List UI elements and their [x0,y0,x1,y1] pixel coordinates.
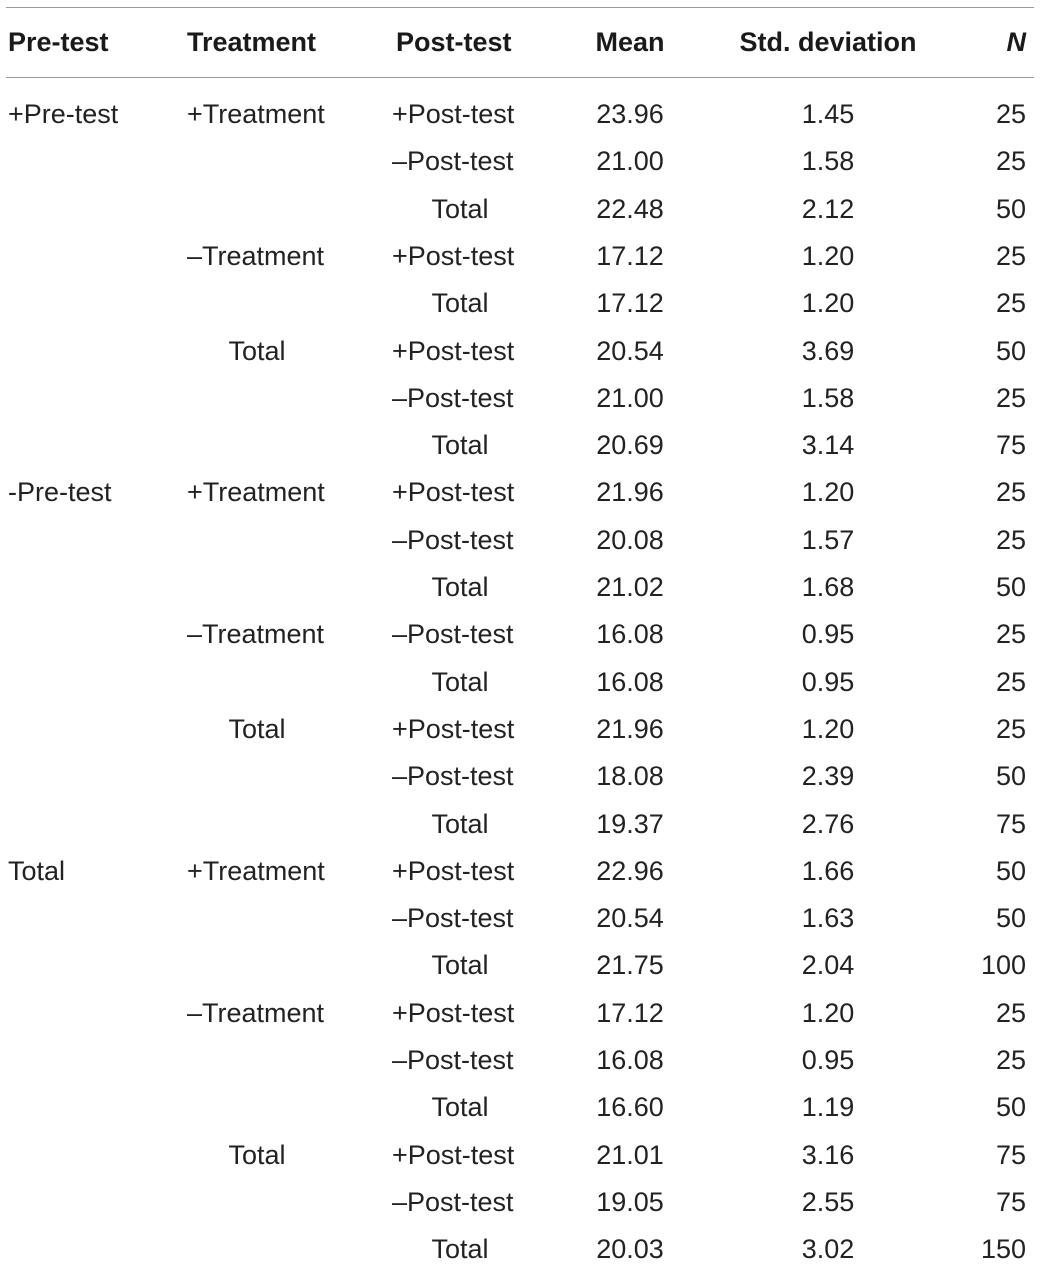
cell-treatment: –Treatment [187,619,325,650]
cell-n: 25 [995,146,1026,177]
cell-treatment: Total [228,335,286,366]
cell-n: 25 [995,713,1026,744]
top-rule [6,7,1034,8]
cell-std-deviation: 1.20 [801,477,855,508]
cell-mean: 16.60 [596,1092,664,1123]
cell-n: 50 [995,572,1026,602]
table-row [0,1040,1040,1080]
table-row [0,898,1040,938]
cell-std-deviation: 0.95 [801,1045,855,1075]
cell-mean: 20.69 [596,430,664,461]
table-row [0,189,1040,229]
cell-posttest: Total [431,808,489,839]
cell-posttest: Total [431,1234,489,1265]
table-row [0,567,1040,607]
cell-posttest: +Post-test [392,477,515,508]
cell-posttest: +Post-test [392,99,515,129]
cell-mean: 20.08 [596,524,664,555]
cell-n: 75 [995,1139,1026,1170]
cell-posttest: Total [431,430,489,461]
table-row [0,1087,1040,1127]
cell-posttest: +Post-test [392,335,515,366]
table-row [0,709,1040,749]
cell-n: 25 [995,619,1026,650]
cell-std-deviation: 1.58 [801,382,855,413]
cell-treatment: +Treatment [187,855,325,886]
cell-n: 50 [995,193,1026,224]
cell-mean: 23.96 [596,99,664,129]
cell-std-deviation: 0.95 [801,666,855,697]
cell-treatment: –Treatment [187,997,325,1028]
cell-mean: 20.03 [596,1234,664,1265]
cell-std-deviation: 1.20 [801,713,855,744]
cell-n: 50 [995,761,1026,792]
cell-std-deviation: 1.20 [801,288,855,319]
cell-mean: 20.54 [596,335,664,366]
cell-std-deviation: 1.57 [801,524,855,555]
table-row [0,1135,1040,1175]
table-row [0,331,1040,371]
cell-posttest: –Post-test [392,524,514,555]
cell-treatment: +Treatment [187,99,325,129]
cell-posttest: +Post-test [392,1139,515,1170]
cell-mean: 17.12 [596,288,664,319]
cell-std-deviation: 2.55 [801,1186,855,1217]
cell-n: 50 [995,903,1026,934]
header-treatment: Treatment [187,27,317,57]
cell-std-deviation: 3.02 [801,1234,855,1265]
cell-std-deviation: 0.95 [801,619,855,650]
cell-mean: 21.00 [596,382,664,413]
cell-std-deviation: 1.63 [801,903,855,934]
table-row [0,236,1040,276]
header-std-deviation: Std. deviation [739,27,917,57]
cell-std-deviation: 1.20 [801,240,855,271]
cell-mean: 21.02 [596,572,664,602]
cell-posttest: +Post-test [392,997,515,1028]
cell-posttest: Total [431,288,489,319]
cell-std-deviation: 1.68 [801,572,855,602]
cell-treatment: +Treatment [187,477,325,508]
cell-pretest: Total [8,855,66,886]
cell-std-deviation: 1.20 [801,997,855,1028]
table-row [0,1229,1040,1269]
cell-mean: 16.08 [596,1045,664,1075]
cell-mean: 19.05 [596,1186,664,1217]
cell-mean: 17.12 [596,997,664,1028]
table-row [0,94,1040,134]
cell-mean: 21.00 [596,146,664,177]
cell-n: 25 [995,1045,1026,1075]
cell-posttest: +Post-test [392,240,515,271]
cell-std-deviation: 2.04 [801,950,855,981]
table-row [0,756,1040,796]
cell-std-deviation: 2.76 [801,808,855,839]
cell-posttest: –Post-test [392,619,514,650]
cell-mean: 17.12 [596,240,664,271]
table-row [0,993,1040,1033]
cell-posttest: Total [431,666,489,697]
cell-posttest: –Post-test [392,1186,514,1217]
cell-n: 50 [995,1092,1026,1123]
cell-n: 25 [995,99,1026,129]
header-posttest: Post-test [396,27,512,57]
cell-std-deviation: 3.14 [801,430,855,461]
cell-n: 75 [995,1186,1026,1217]
table-row [0,472,1040,512]
cell-posttest: +Post-test [392,855,515,886]
cell-n: 150 [980,1234,1026,1265]
header-mean: Mean [595,27,665,57]
cell-pretest: +Pre-test [8,99,119,129]
cell-mean: 19.37 [596,808,664,839]
header-pretest: Pre-test [8,27,109,57]
cell-mean: 16.08 [596,666,664,697]
cell-posttest: Total [431,572,489,602]
table-row [0,804,1040,844]
cell-n: 25 [995,477,1026,508]
cell-n: 25 [995,240,1026,271]
cell-n: 25 [995,524,1026,555]
cell-mean: 16.08 [596,619,664,650]
cell-std-deviation: 1.19 [801,1092,855,1123]
cell-n: 50 [995,855,1026,886]
cell-posttest: –Post-test [392,761,514,792]
cell-std-deviation: 3.16 [801,1139,855,1170]
header-rule [6,77,1034,78]
table-row [0,283,1040,323]
cell-n: 25 [995,997,1026,1028]
cell-posttest: –Post-test [392,146,514,177]
table-row [0,851,1040,891]
cell-posttest: –Post-test [392,382,514,413]
cell-posttest: –Post-test [392,1045,514,1075]
cell-pretest: -Pre-test [8,477,112,508]
cell-std-deviation: 3.69 [801,335,855,366]
cell-mean: 21.96 [596,713,664,744]
cell-n: 25 [995,288,1026,319]
table-row [0,141,1040,181]
cell-mean: 20.54 [596,903,664,934]
cell-posttest: Total [431,950,489,981]
cell-std-deviation: 1.66 [801,855,855,886]
header-n: N [1006,27,1026,57]
cell-std-deviation: 1.45 [801,99,855,129]
cell-mean: 21.96 [596,477,664,508]
cell-posttest: Total [431,1092,489,1123]
cell-posttest: –Post-test [392,903,514,934]
cell-n: 25 [995,666,1026,697]
table-row [0,614,1040,654]
table-row [0,662,1040,702]
cell-mean: 21.01 [596,1139,664,1170]
table-row [0,378,1040,418]
cell-mean: 21.75 [596,950,664,981]
cell-n: 75 [995,808,1026,839]
cell-mean: 22.48 [596,193,664,224]
cell-treatment: Total [228,713,286,744]
cell-n: 75 [995,430,1026,461]
table-row [0,1182,1040,1222]
cell-std-deviation: 2.12 [801,193,855,224]
table-row [0,425,1040,465]
cell-n: 50 [995,335,1026,366]
cell-std-deviation: 1.58 [801,146,855,177]
cell-posttest: Total [431,193,489,224]
cell-mean: 18.08 [596,761,664,792]
cell-n: 100 [980,950,1026,981]
table-header-row [0,22,1040,62]
cell-n: 25 [995,382,1026,413]
cell-std-deviation: 2.39 [801,761,855,792]
table-row [0,520,1040,560]
cell-treatment: –Treatment [187,240,325,271]
cell-treatment: Total [228,1139,286,1170]
cell-mean: 22.96 [596,855,664,886]
cell-posttest: +Post-test [392,713,515,744]
table-row [0,945,1040,985]
